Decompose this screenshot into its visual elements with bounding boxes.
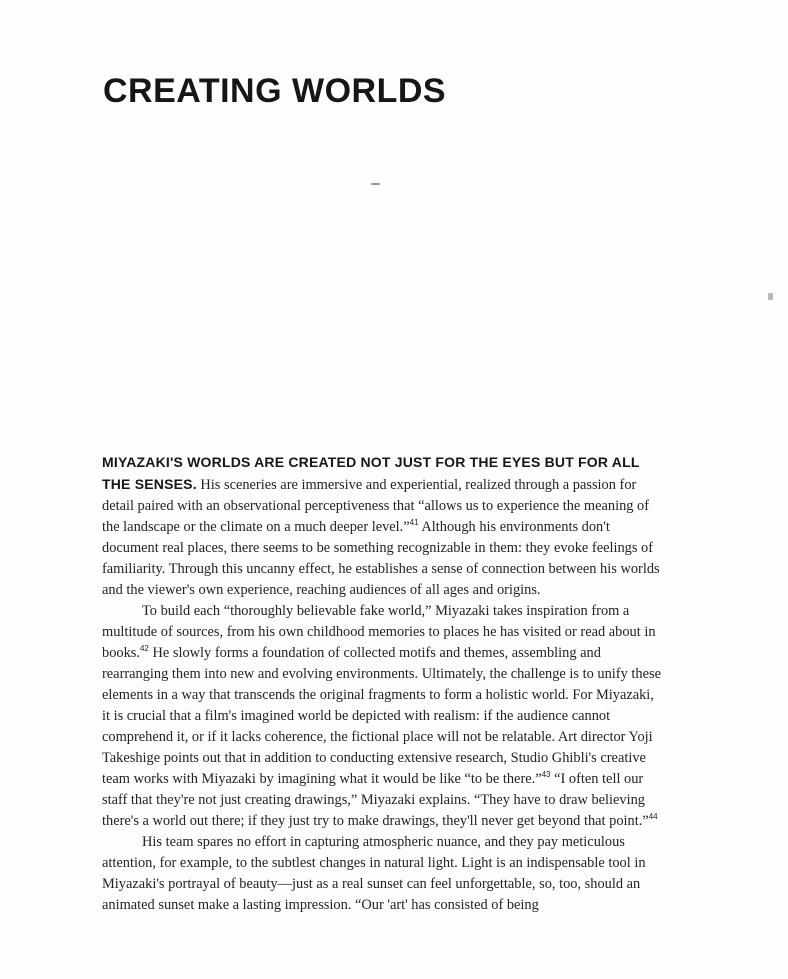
text-segment: His team spares no effort in capturing atmospheric nuance, and they pay meticulous attention, for example, to the subtlest changes in natural light. Light is an indispensable tool in Miyazaki's portrayal of beauty—just as a real sunset can feel unforgettable, so, too, should an animated sunset make a lasting impression. “Our 'art' has consisted of being xyxy=(102,834,646,913)
text-segment: “I often tell our staff that they're not just creating drawings,” Miyazaki explains. “They have to draw believing there's a world out there; if they just try to make drawings, they'll never get beyond that point.” xyxy=(102,771,649,829)
print-speck xyxy=(371,183,380,185)
text-segment: To build each “thoroughly believable fake world,” Miyazaki takes inspiration from a multitude of sources, from his own childhood memories to places he has visited or read about in books. xyxy=(102,603,656,661)
paragraph-3 xyxy=(102,832,662,916)
text-segment: Although his environments don't document real places, there seems to be something recognizable in them: they evoke feelings of familiarity. Through this uncanny effect, he establishes a sense of connection between his worlds and the viewer's own experience, reaching audiences of all ages and origins. xyxy=(102,519,660,598)
footnote-ref: 41 xyxy=(409,518,419,528)
print-speck xyxy=(768,293,773,300)
body-text xyxy=(102,452,662,916)
text-segment: His sceneries are immersive and experiential, realized through a passion for detail paired with an observational perceptiveness that “allows us to experience the meaning of the landscape or the climate on a much deeper level.” xyxy=(102,477,650,535)
footnote-ref: 43 xyxy=(541,770,551,780)
lead-in: MIYAZAKI'S WORLDS ARE CREATED NOT JUST FOR THE EYES BUT FOR ALL THE SENSES. xyxy=(102,454,640,492)
text-segment: He slowly forms a foundation of collected motifs and themes, assembling and rearranging them into new and evolving environments. Ultimately, the challenge is to unify these elements in a way that transcends the original fragments to form a holistic world. For Miyazaki, it is crucial that a film's imagined world be depicted with realism: if the audience cannot comprehend it, or if it lacks coherence, the fictional place will not be relatable. Art director Yoji Takeshige points out that in addition to conducting extensive research, Studio Ghibli's creative team works with Miyazaki by imagining what it would be like “to be there.” xyxy=(102,645,661,787)
page-title: CREATING WORLDS xyxy=(103,72,447,110)
paragraph-1 xyxy=(102,452,662,601)
footnote-ref: 42 xyxy=(139,644,149,654)
footnote-ref: 44 xyxy=(648,812,658,822)
paragraph-2 xyxy=(102,601,662,832)
